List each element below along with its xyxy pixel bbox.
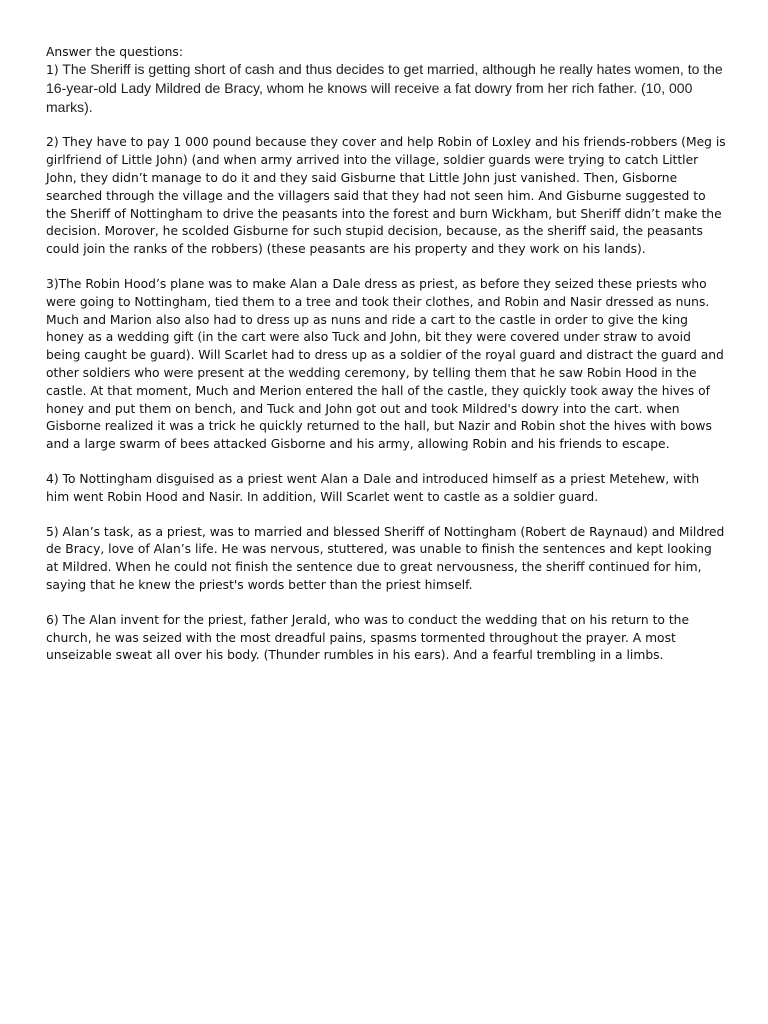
answer-1 (46, 61, 726, 117)
answer-1-number: 1) (46, 63, 59, 77)
answer-6: 6) The Alan invent for the priest, father Jerald, who was to conduct the wedding that on his return to the church, he was seized with the most dreadful pains, spasms tormented throughout the prayer. A most unseizable sweat all over his body. (Thunder rumbles in his ears). And a fearful trembling in a limbs. (46, 612, 690, 663)
answer-1-text: The Sheriff is getting short of cash and thus decides to get married, although he really hates women, to the 16-year-old Lady Mildred de Bracy, whom he knows will receive a fat dowry from her rich father. (10, 000 marks). (46, 61, 723, 115)
answer-4: 4) To Nottingham disguised as a priest went Alan a Dale and introduced himself as a priest Metehew, with him went Robin Hood and Nasir. In addition, Will Scarlet went to castle as a soldier guard. (46, 471, 700, 504)
answer-2: 2) They have to pay 1 000 pound because they cover and help Robin of Loxley and his friends-robbers (Meg is girlfriend of Little John) (and when army arrived into the village, soldier guards were trying to catch Littler John, they didn’t manage to do it and they said Gisburne that Little John just vanished. Then, Gisborne searched through the village and the villagers said that they had not seen him. And Gisburne suggested to the Sheriff of Nottingham to drive the peasants into the forest and burn Wickham, but Sheriff didn’t make the decision. Morover, he scolded Gisburne for such stupid decision, because, as the sheriff said, the peasants could join the ranks of the robbers) (these peasants are his property and they work on his lands). (46, 135, 726, 257)
document-page (46, 44, 726, 682)
answer-3: 3)The Robin Hood’s plane was to make Alan a Dale dress as priest, as before they seized these priests who were going to Nottingham, tied them to a tree and took their clothes, and Robin and Nasir dressed as nuns. Much and Marion also also had to dress up as nuns and ride a cart to the castle in order to give the king honey as a wedding gift (in the cart were also Tuck and John, bit they were covered under straw to avoid being caught be guard). Will Scarlet had to dress up as a soldier of the royal guard and distract the guard and other soldiers who were present at the wedding ceremony, by telling them that he saw Robin Hood in the castle. At that moment, Much and Merion entered the hall of the castle, they quickly took away the hives of honey and put them on bench, and Tuck and John got out and took Mildred's dowry into the cart. when Gisborne realized it was a trick he quickly returned to the hall, but Nazir and Robin shot the hives with bows and a large swarm of bees attacked Gisborne and his army, allowing Robin and his friends to escape. (46, 276, 724, 452)
answer-5: 5) Alan’s task, as a priest, was to married and blessed Sheriff of Nottingham (Robert de Raynaud) and Mildred de Bracy, love of Alan’s life. He was nervous, stuttered, was unable to finish the sentences and kept looking at Mildred. When he could not finish the sentence due to great nervousness, the sheriff continued for him, saying that he knew the priest's words better than the priest himself. (46, 524, 725, 592)
document-heading: Answer the questions: (46, 45, 183, 59)
